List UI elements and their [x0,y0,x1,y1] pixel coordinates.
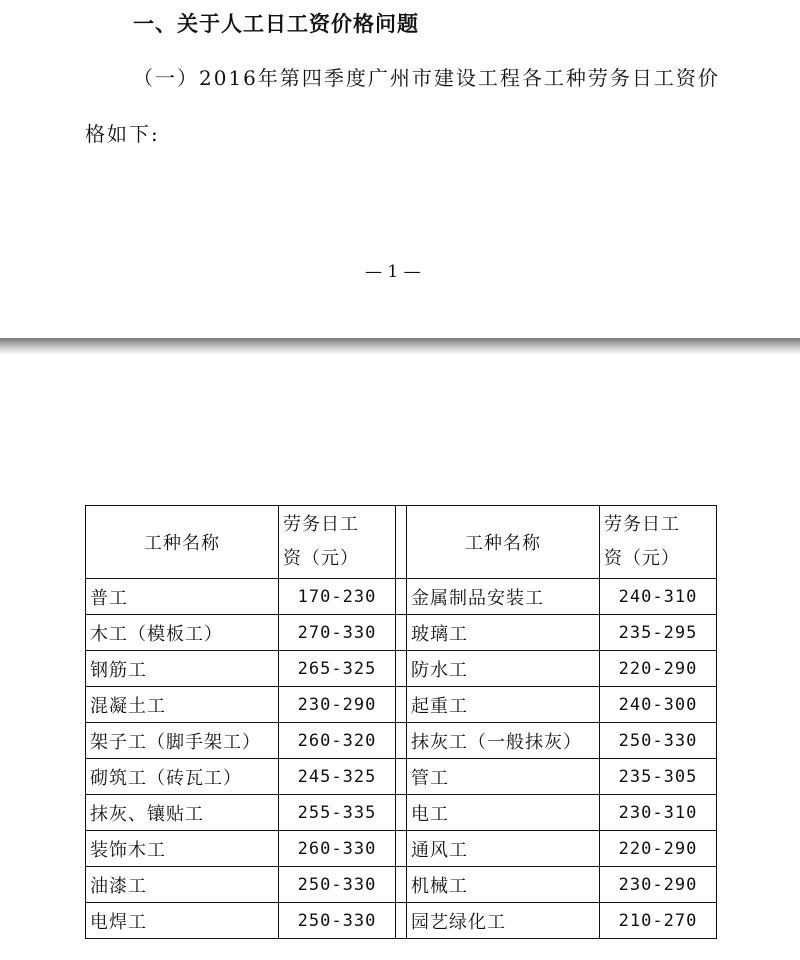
table-row [86,615,717,651]
table-column-gap [396,687,407,723]
right-trade-name: 机械工 [407,867,600,903]
left-wage-range: 250-330 [279,903,396,939]
right-wage-range: 235-295 [600,615,717,651]
table-column-gap [396,795,407,831]
header-wage-line1: 劳务日工 [604,514,680,535]
left-trade-name: 木工（模板工） [86,615,279,651]
table-column-gap [396,579,407,615]
table-column-gap [396,723,407,759]
table-row [86,579,717,615]
table-row [86,795,717,831]
table-column-gap [396,615,407,651]
left-trade-name: 混凝土工 [86,687,279,723]
header-wage-line1: 劳务日工 [283,514,359,535]
paragraph-line-2: 格如下: [85,122,160,146]
document-page-1 [0,0,800,338]
left-trade-name: 抹灰、镶贴工 [86,795,279,831]
right-wage-range: 240-300 [600,687,717,723]
page-number: — 1 — [365,262,421,282]
table-header-row [86,506,717,579]
left-trade-name: 架子工（脚手架工） [86,723,279,759]
left-wage-range: 170-230 [279,579,396,615]
right-wage-range: 220-290 [600,651,717,687]
right-wage-range: 230-290 [600,867,717,903]
right-wage-range: 250-330 [600,723,717,759]
right-trade-name: 抹灰工（一般抹灰） [407,723,600,759]
table-row [86,651,717,687]
table-column-gap [396,759,407,795]
left-wage-range: 270-330 [279,615,396,651]
left-trade-name: 电焊工 [86,903,279,939]
right-trade-name: 园艺绿化工 [407,903,600,939]
left-wage-range: 260-330 [279,831,396,867]
left-trade-name: 砌筑工（砖瓦工） [86,759,279,795]
left-wage-range: 250-330 [279,867,396,903]
table-column-gap [396,651,407,687]
left-wage-range: 245-325 [279,759,396,795]
left-trade-name: 装饰木工 [86,831,279,867]
table-row [86,687,717,723]
right-trade-name: 起重工 [407,687,600,723]
wage-table [85,505,717,939]
table-column-gap [396,903,407,939]
header-wage-line2: 资（元） [283,548,359,569]
page-separator [0,338,800,354]
paragraph-line-1: （一）2016年第四季度广州市建设工程各工种劳务日工资价 [133,66,720,90]
header-wage-left [279,506,396,579]
right-wage-range: 235-305 [600,759,717,795]
table-row [86,831,717,867]
table-column-gap [396,831,407,867]
section-heading: 一、关于人工日工资价格问题 [133,12,419,36]
table-row [86,759,717,795]
right-trade-name: 金属制品安装工 [407,579,600,615]
left-wage-range: 230-290 [279,687,396,723]
right-trade-name: 玻璃工 [407,615,600,651]
header-wage-line2: 资（元） [604,548,680,569]
table-row [86,867,717,903]
left-wage-range: 260-320 [279,723,396,759]
header-trade-name-left: 工种名称 [86,506,279,579]
left-trade-name: 油漆工 [86,867,279,903]
right-trade-name: 通风工 [407,831,600,867]
header-wage-right [600,506,717,579]
right-trade-name: 防水工 [407,651,600,687]
right-trade-name: 管工 [407,759,600,795]
table-column-gap [396,867,407,903]
header-trade-name-right: 工种名称 [407,506,600,579]
right-trade-name: 电工 [407,795,600,831]
left-trade-name: 钢筋工 [86,651,279,687]
right-wage-range: 240-310 [600,579,717,615]
left-wage-range: 255-335 [279,795,396,831]
table-row [86,903,717,939]
left-trade-name: 普工 [86,579,279,615]
right-wage-range: 230-310 [600,795,717,831]
table-row [86,723,717,759]
right-wage-range: 220-290 [600,831,717,867]
left-wage-range: 265-325 [279,651,396,687]
table-column-gap [396,506,407,579]
right-wage-range: 210-270 [600,903,717,939]
